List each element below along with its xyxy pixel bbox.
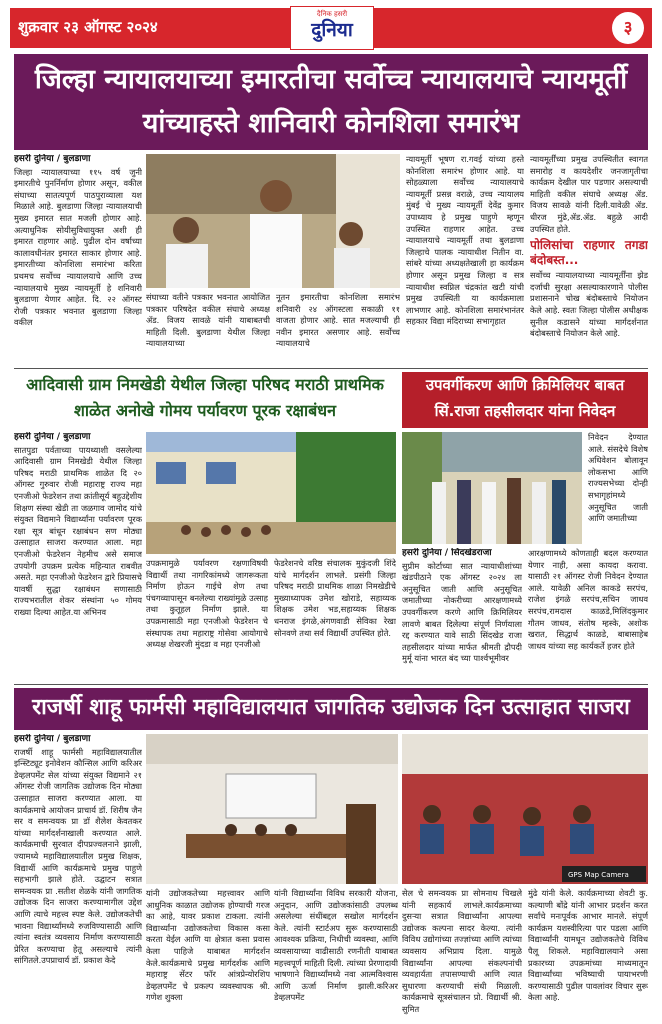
article1-col2: संघाच्या वतीने पत्रकार भवनात आयोजित पत्रकार परिषदेत वकील संघाचे अध्यक्ष ॲड. विजय सावळे यांनी याबाबतची माहिती दिली. बुलडाणा येथील जिल्हा न्यायालयाच्या bbox=[146, 292, 270, 349]
page-number: ३ bbox=[612, 12, 644, 44]
article1-col1 bbox=[14, 154, 142, 366]
article2-col3: फेडरेशनचे वरिष्ठ संचालक मुकुंदजी शिंदे यांचे मार्गदर्शन लाभले. प्रसंगी जिल्हा परिषद मराठी प्राथमिक शाळा निमखेडीचे मुख्याध्यापक उमेश खोराडे, सहाय्यक शिक्षक उमेश भड,सहाय्यक शिक्षक धनराज इंगळे,अंगणवाडी सेविका रेखा सोनवणे तथा सर्व विद्यार्थी उपस्थित होते. bbox=[274, 558, 396, 638]
article2-headline: आदिवासी ग्राम निमखेडी येथील जिल्हा परिषद मराठी प्राथमिक शाळेत अनोखे गोमय पर्यावरण पूरक रक्षाबंधन bbox=[26, 375, 384, 420]
section-divider bbox=[14, 368, 648, 369]
issue-date: शुक्रवार २३ ऑगस्ट २०२४ bbox=[18, 18, 158, 36]
seminar-hall-photo bbox=[146, 734, 398, 884]
article2-col2: उपक्रमामुळे पर्यावरण रक्षणाविषयी विद्यार्थी तथा नागरिकांमध्ये जागरूकता निर्माण होऊन गाईचे शेण तथा पंचगव्यापासून बनलेल्या राख्यांमुळे उत्साह तथा कुतूहल निर्माण झाले. या उपक्रमासाठी महा एनजीओ फेडरेशन चे संस्थापक तथा महाराष्ट्र गोसेवा आयोगाचे अध्यक्ष शेखरजी मुंदडा व महा एनजीओ bbox=[146, 558, 268, 650]
article3-col1 bbox=[402, 548, 522, 682]
article3-photo bbox=[402, 432, 582, 544]
article4-col5: मुंढे यांनी केले. कार्यक्रमाच्या शेवटी कु. कल्याणी बोंद्रे यांनी आभार प्रदर्शन करत सर्वांचे मनःपूर्वक आभार मानले. संपूर्ण कार्यक्रम यशस्वीरित्या पार पडला आणि विद्यार्थ्यांनी यामधून उद्योजकतेचे विविध पैलू शिकले. महाविद्यालयाने असा प्रकारच्या उपक्रमांच्या माध्यमातून विद्यार्थ्यांच्या भविष्याची पायाभरणी करण्यासाठी पुढील पावलांवर विचार सुरू केला आहे. bbox=[528, 888, 648, 1003]
article1-subheading: पोलिसांचा राहणार तगडा बंदोबस्त... bbox=[530, 238, 648, 268]
article2-col1-text: सातपुडा पर्वताच्या पायथ्याशी वसलेल्या आदिवासी ग्राम निमखेडी येथील जिल्हा परिषद मराठी प्राथमिक शाळेत दि २० ऑगस्ट गुरुवार रोजी महाराष्ट्र राज्य महा एनजीओ फेडरेशन तथा क्रांतीसूर्य बहुउद्देशीय शिक्षण संस्था खेडी ता जळगाव जामोद यांचे संयुक्त विद्यमाने विद्यार्थ्यांना पर्यावरण पूरक रक्षा सूत्र बांधून रक्षाबंधन सण मोठ्या उत्साहात साजरा करण्यात आला. महा एनजीओ फेडरेशन नेहमीच असे समाज उपयोगी उपक्रम प्रत्येक महिन्यात राबवीत असते. महा एनजीओ फेडरेशन द्वारे प्रियासचे यावर्षी सुद्धा रक्षाबंधन सणासाठी राज्यभरातील शेकर संस्थांना ५० गोमय राख्या दिल्या आहेत.या अभिनव bbox=[14, 444, 142, 617]
article4-col4: सेल चे समन्वयक प्रा सोमनाथ चिखले यांनी सहकार्य लाभले.कार्यक्रमाच्या दुसऱ्या सत्रात विद्यार्थ्यांना आपल्या उद्योजक कल्पना सादर केल्या. त्यांनी विविध उद्योगांच्या तज्ज्ञांच्या आणि त्यांच्या व्यवसाय अभिप्राय दिला. यामुळे विद्यार्थ्यांना आपल्या संकल्पनांची व्यवहार्यता तपासण्याची आणि त्यात सुधारणा करण्याची संधी मिळाली. कार्यक्रमाचे सूत्रसंचालन प्रो. विद्यार्थी श्री. सुमित bbox=[402, 888, 522, 1014]
article4-byline: हसरी दुनिया / बुलडाणा bbox=[14, 734, 91, 744]
article1-headline: जिल्हा न्यायालयाच्या इमारतीचा सर्वोच्च न्यायालयाचे न्यायमूर्ती यांच्याहस्ते शानिवारी कोनशिला समारंभ bbox=[14, 54, 648, 150]
article4-col1 bbox=[14, 734, 142, 1018]
article1-col5 bbox=[530, 154, 648, 366]
article3-side-col: निवेदन देण्यात आले. संसदेचे विशेष अधिवेशन बोलावून लोकसभा आणि राज्यसभेच्या दोन्ही सभागृहांमध्ये अनुसूचित जाती आणि जमातीच्या bbox=[588, 432, 648, 524]
article2-byline: हसरी दुनिया / बुलडाणा bbox=[14, 432, 91, 442]
gps-camera-label: GPS Map Camera bbox=[568, 871, 629, 879]
section-divider-2 bbox=[14, 684, 648, 685]
article1-col1-text: जिल्हा न्यायालयाच्या ११५ वर्ष जुनी इमारतीचे पुनर्निर्माण होणार असून, वकील संघाच्या सातत्यपूर्ण पाठपुराव्याला यश मिळाले आहे. बुलडाणा जिल्हा न्यायालयाची मुख्य इमारत सात मजली होणार आहे. अत्याधुनिक सोयीसुविधायुक्त अशी ही इमारत राहणार आहे. पुढील दोन वर्षाच्या कालावधीनंतर इमारत साकार होणार आहे. इमारतीच्या कोनशिला समारंभा करिता प्रथमच सर्वोच्च न्यायालयाचे आणि उच्च न्यायालयाचे मुख्य न्यायमूर्ती हे शनिवारी बुलडाणा येणार आहेत. दि. २२ ऑगस्ट रोजी पत्रकार भवनात बुलडाणा जिल्हा वकील bbox=[14, 166, 142, 328]
article3-col2: आरक्षणामध्ये कोणताही बदल करण्यात येणार नाही, असा कायदा करावा. यासाठी २१ ऑगस्ट रोजी निवेदन देण्यात आले. यावेळी अनिल काकडे सरपंच, राजेश इंगळे सरपंच,सचिन जाधव सरपंच,रामदास काळडे,मिलिंदकुमार गौतम जाधव, संतोष म्हस्के, अशोक खरात, सिद्धार्थ काळडे, बाबासाहेब जाधव यांच्या सह कार्यकर्ते हजर होते bbox=[528, 548, 648, 651]
article1-col4: न्यायमूर्ती भूषण रा.गवई यांच्या हस्ते कोनशिला समारंभ होणार आहे. या सोहळ्याला सर्वोच्च न्यायालयाचे न्यायमूर्ती प्रसन्न वराळे, उच्च न्यायालय मुंबई चे मुख्य न्यायमूर्ती देवेंद्र कुमार उपाध्याय हे प्रमुख पाहुणे म्हणून उपस्थित राहणार आहेत. उच्च न्यायालयाचे न्यायमूर्ती तथा बुलडाणा जिल्हाचे पालक न्यायाधीश नितीन वा. सांबरे यांच्या अध्यक्षतेखाली हा कार्यक्रम होणार असून प्रमुख जिल्हा व सत्र न्यायाधीश स्वप्निल चंद्रकांत खटी यांची प्रमुख उपस्थिती या कार्यक्रमाला लाभणार आहे. कोनशिला समारंभानंतर सहकार विद्या मंदिराच्या सभागृहात bbox=[406, 154, 524, 327]
article1-col5b-text: सर्वोच्च न्यायालयाच्या न्यायमूर्तींना झेड दर्जाची सुरक्षा असल्याकारणाने पोलीस प्रशासनाने चोख बंदोबस्ताचे नियोजन केले आहे. स्वतः जिल्हा पोलीस अधीक्षक सुनील कडासने यांच्या मार्गदर्शनात बंदोबस्ताचे नियोजन केले आहे. bbox=[530, 270, 648, 339]
school-rakshabandhan-photo bbox=[146, 432, 396, 554]
article4-photo-left bbox=[146, 734, 398, 884]
students-audience-photo bbox=[402, 734, 648, 884]
article1-col5-text: न्यायमूर्तींच्या प्रमुख उपस्थितीत स्वागत समारोह व कायदेशीर जनजागृतीचा कार्यक्रम देखील पार पडणार असल्याची माहिती वकील संघाचे अध्यक्ष ॲड. विजय सावळे यांनी दिली.यावेळी ॲड. धीरज मुंढे,ॲड.ॲड. बहुळे आदी उपस्थित होते. bbox=[530, 154, 648, 234]
article4-col2: यांनी उद्योजकतेच्या महत्त्वावर आणि आधुनिक काळात उद्योजक होण्याची गरज का आहे, यावर प्रकाश टाकला. त्यांनी विद्यार्थ्यांना उद्योजकतेचा विकास कसा करता येईल आणि या क्षेत्रात कसा प्रवास केला पाहिजे याबाबत मार्गदर्शन केले.कार्यक्रमाचे प्रमुख मार्गदर्शक आणि महाराष्ट्र सेंटर फॉर आंत्रप्रेन्योरशिप डेव्हलपमेंट चे प्रकल्प व्यवस्थापक श्री. गणेश शुक्ला bbox=[146, 888, 270, 1003]
masthead bbox=[10, 8, 652, 48]
newspaper-logo bbox=[290, 6, 374, 50]
article3-byline: हसरी दुनिया / सिंदखेडराजा bbox=[402, 548, 492, 558]
article1-photo bbox=[146, 154, 400, 288]
article4-headline: राजर्षी शाहू फार्मसी महाविद्यालयात जागतिक उद्योजक दिन उत्साहात साजरा bbox=[14, 688, 648, 730]
article2-col1 bbox=[14, 432, 142, 682]
article4-col1-text: राजर्षी शाहू फार्मसी महाविद्यालयातील इन्स्टिट्यूट इनोवेशन कौन्सिल आणि करिअर डेव्हलपमेंट सेल यांच्या संयुक्त विद्यमाने २१ ऑगस्ट रोजी जागतिक उद्योजक दिन मोठ्या उत्साहात साजरा करण्यात आला. या कार्यक्रमाचे आयोजन प्राचार्य डॉ. शिरीष जैन सर व समन्वयक प्रा डॉ शैलेश केवतकर यांच्या मार्गदर्शनाखाली करण्यात आले. कार्यक्रमाची सुरवात दीपप्रज्वलनाने झाली, ज्यामध्ये महाविद्यालयातील प्रमुख शिक्षक, विद्यार्थी आणि कार्यक्रमाचे प्रमुख पाहुणे सहभागी झाले होते. उद्घाटन सत्रात समन्वयक प्रा .सतीश शेळके यांनी जागतिक उद्योजक दिन साजरा करण्यामागील उद्देश आणि त्याचे महत्त्व स्पष्ट केले. उद्योजकतेची भावना विद्यार्थ्यांमध्ये रुजविण्यासाठी आणि त्यांना स्वतंत्र व्यवसाय निर्माण करण्यासाठी प्रेरित करण्याचा हेतू असल्याचे त्यांनी सांगितले.उपप्राचार्य डॉ. प्रकाश केदे bbox=[14, 746, 142, 966]
logo-small-text: दैनिक हसरी bbox=[316, 10, 348, 18]
article3-col1-text: सुप्रीम कोर्टाच्या सात न्यायाधीशांच्या खंडपीठाने एक ऑगस्ट २०२४ ला अनुसूचित जाती आणि अनुसूचित जमातीच्या नोकरीच्या आरक्षणामध्ये उपवर्गीकरण करणे आणि क्रिमिलियर लावणे बाबत दिलेल्या संपूर्ण निर्णयाला रद्द करण्यात यावे साठी सिंदखेड राजा तहसीलदार यांच्या मार्फत श्रीमती द्रौपदी मुर्मू यांना भारत बंद च्या पार्श्वभूमीवर bbox=[402, 560, 522, 664]
article4-photo-right bbox=[402, 734, 648, 884]
article4-col3: यांनी विद्यार्थ्यांना विविध सरकारी योजना, अनुदान, आणि उद्योजकांसाठी उपलब्ध असलेल्या संधींबद्दल सखोल मार्गदर्शन केले. त्यांनी स्टार्टअप सुरू करण्यासाठी आवश्यक प्रक्रिया, निधीची व्यवस्था, आणि व्यवसायाच्या वाढीसाठी रणनीती याबाबत महत्त्वपूर्ण माहिती दिली. त्यांच्या प्रेरणादायी भाषणाने विद्यार्थ्यांमध्ये नवा आत्मविश्वास आणि ऊर्जा निर्माण झाली.करिअर डेव्हलपमेंट bbox=[274, 888, 398, 1003]
memorandum-handover-photo bbox=[402, 432, 582, 544]
article2-photo bbox=[146, 432, 396, 554]
logo-main-text: दुनिया bbox=[311, 19, 353, 41]
article1-byline: हसरी दुनिया / बुलडाणा bbox=[14, 154, 91, 164]
article1-col3: नूतन इमारतीचा कोनशिला समारंभ शनिवारी २४ ऑगस्टला सकाळी ११ वाजता होणार आहे. सात मजल्याची ही नवीन इमारत असणार आहे. सर्वोच्च न्यायालयाचे bbox=[276, 292, 400, 349]
article3-headline: उपवर्गीकरण आणि क्रिमिलियर बाबत सिं.राजा तहसीलदार यांना निवेदन bbox=[402, 372, 648, 428]
court-officials-photo bbox=[146, 154, 400, 288]
